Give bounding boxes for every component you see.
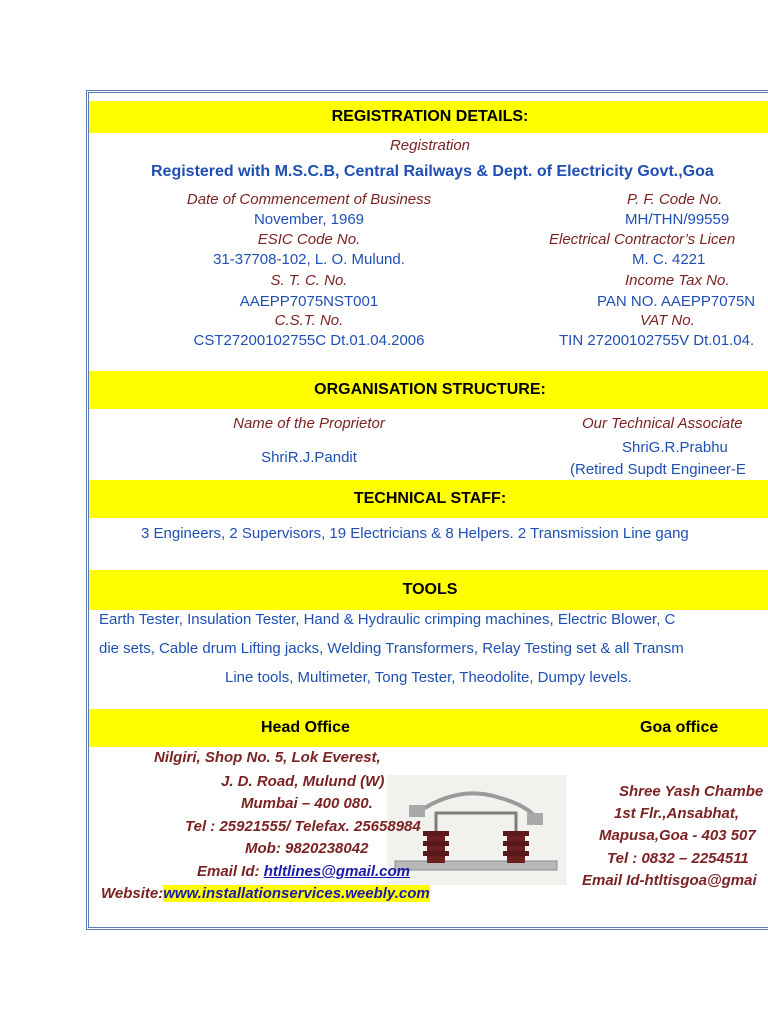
- commencement-value: November, 1969: [253, 211, 365, 228]
- head-office-line-5: Mob: 9820238042: [245, 840, 369, 857]
- vat-label: VAT No.: [640, 312, 695, 329]
- technical-staff-header: TECHNICAL STAFF:: [89, 480, 768, 518]
- organisation-header: ORGANISATION STRUCTURE:: [89, 371, 768, 409]
- head-office-line-4: Tel : 25921555/ Telefax. 25658984: [185, 818, 421, 835]
- tools-header: TOOLS: [89, 570, 768, 610]
- tools-line-2: die sets, Cable drum Lifting jacks, Welding Transformers, Relay Testing set & all Transm: [99, 640, 684, 657]
- income-tax-value: PAN NO. AAEPP7075N: [597, 293, 756, 310]
- head-office-line-3: Mumbai – 400 080.: [241, 795, 373, 812]
- goa-office-header: Goa office: [640, 719, 719, 736]
- proprietor-label: Name of the Proprietor: [233, 415, 385, 432]
- head-office-header: Head Office: [261, 719, 350, 736]
- goa-office-line-4: Tel : 0832 – 2254511: [607, 850, 749, 867]
- commencement-label: Date of Commencement of Business: [186, 191, 432, 208]
- pf-value: MH/THN/99559: [625, 211, 730, 228]
- stc-label: S. T. C. No.: [270, 272, 348, 289]
- cst-value: CST27200102755C Dt.01.04.2006: [193, 332, 425, 349]
- document-frame: [86, 90, 768, 930]
- website-link[interactable]: www.installationservices.weebly.com: [163, 885, 430, 902]
- goa-office-line-2: 1st Flr.,Ansabhat,: [614, 805, 740, 822]
- stc-value: AAEPP7075NST001: [239, 293, 379, 310]
- vat-value: TIN 27200102755V Dt.01.04.: [559, 332, 755, 349]
- associate-label: Our Technical Associate: [582, 415, 743, 432]
- registration-subheader: Registration: [389, 137, 471, 154]
- proprietor-name: ShriR.J.Pandit: [261, 449, 357, 466]
- website-row: [101, 885, 430, 902]
- associate-note: (Retired Supdt Engineer-E: [570, 461, 746, 478]
- cst-label: C.S.T. No.: [274, 312, 344, 329]
- goa-office-line-3: Mapusa,Goa - 403 507: [599, 827, 756, 844]
- esic-value: 31-37708-102, L. O. Mulund.: [213, 251, 405, 268]
- goa-office-line-5: Email Id-htltisgoa@gmai: [582, 872, 757, 889]
- pf-label: P. F. Code No.: [627, 191, 723, 208]
- technical-staff-text: 3 Engineers, 2 Supervisors, 19 Electricians & 8 Helpers. 2 Transmission Line gang: [141, 525, 689, 542]
- esic-label: ESIC Code No.: [257, 231, 361, 248]
- income-tax-label: Income Tax No.: [625, 272, 730, 289]
- tools-line-3: Line tools, Multimeter, Tong Tester, Theodolite, Dumpy levels.: [225, 669, 632, 686]
- head-office-email-row: [197, 863, 410, 880]
- head-office-line-2: J. D. Road, Mulund (W): [221, 773, 385, 790]
- registered-with-text: Registered with M.S.C.B, Central Railways & Dept. of Electricity Govt.,Goa: [151, 163, 714, 180]
- tools-line-1: Earth Tester, Insulation Tester, Hand & Hydraulic crimping machines, Electric Blower, C: [99, 611, 676, 628]
- website-label: Website:: [101, 885, 164, 902]
- head-office-line-1: Nilgiri, Shop No. 5, Lok Everest,: [154, 749, 381, 766]
- licence-value: M. C. 4221: [632, 251, 706, 268]
- licence-label: Electrical Contractor’s Licen: [549, 231, 736, 248]
- registration-header: REGISTRATION DETAILS:: [89, 101, 768, 133]
- goa-office-line-1: Shree Yash Chambe: [619, 783, 764, 800]
- email-label: Email Id:: [197, 863, 264, 880]
- associate-name: ShriG.R.Prabhu: [622, 439, 728, 456]
- email-link[interactable]: htltlines@gmail.com: [263, 863, 411, 880]
